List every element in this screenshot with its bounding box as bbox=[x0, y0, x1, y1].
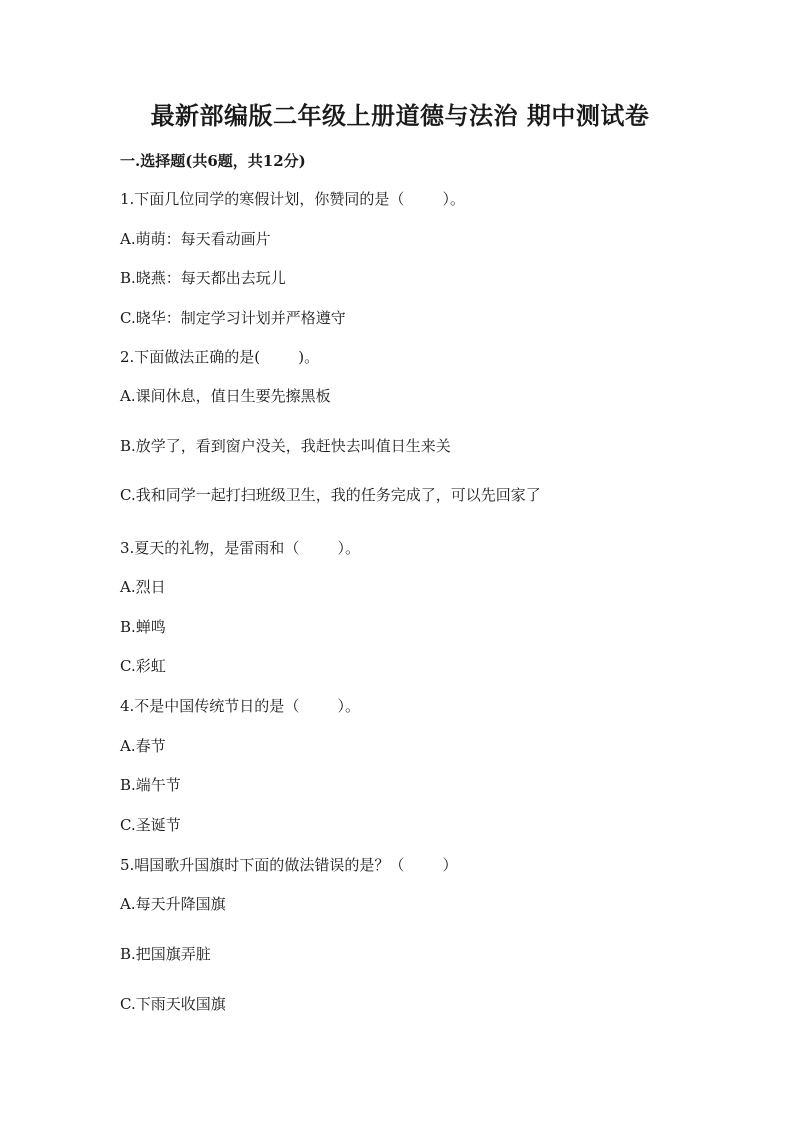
question-5-option-a: A.每天升降国旗 bbox=[120, 895, 226, 913]
question-1-option-a: A.萌萌：每天看动画片 bbox=[120, 230, 271, 248]
question-4-stem: 4.不是中国传统节日的是（ ）。 bbox=[120, 697, 360, 715]
page-title: 最新部编版二年级上册道德与法治 期中测试卷 bbox=[150, 101, 650, 130]
question-3-stem: 3.夏天的礼物，是雷雨和（ ）。 bbox=[120, 539, 360, 557]
question-1-stem: 1.下面几位同学的寒假计划，你赞同的是（ ）。 bbox=[120, 190, 465, 208]
question-3-option-b: B.蝉鸣 bbox=[120, 618, 166, 636]
question-1-option-b: B.晓燕：每天都出去玩儿 bbox=[120, 269, 286, 287]
question-5-stem: 5.唱国歌升国旗时下面的做法错误的是？（ ） bbox=[120, 856, 458, 874]
question-5-option-c: C.下雨天收国旗 bbox=[120, 995, 226, 1013]
section-heading: 一.选择题(共6题，共12分) bbox=[120, 152, 306, 170]
question-4-option-c: C.圣诞节 bbox=[120, 816, 181, 834]
question-2-option-a: A.课间休息，值日生要先擦黑板 bbox=[120, 387, 331, 405]
question-1-option-c: C.晓华：制定学习计划并严格遵守 bbox=[120, 309, 346, 327]
question-2-option-c: C.我和同学一起打扫班级卫生，我的任务完成了，可以先回家了 bbox=[120, 486, 541, 504]
question-3-option-c: C.彩虹 bbox=[120, 657, 166, 675]
question-4-option-a: A.春节 bbox=[120, 737, 166, 755]
question-3-option-a: A.烈日 bbox=[120, 578, 166, 596]
question-5-option-b: B.把国旗弄脏 bbox=[120, 945, 211, 963]
question-2-option-b: B.放学了，看到窗户没关，我赶快去叫值日生来关 bbox=[120, 437, 451, 455]
question-4-option-b: B.端午节 bbox=[120, 776, 181, 794]
question-2-stem: 2.下面做法正确的是( )。 bbox=[120, 348, 320, 366]
